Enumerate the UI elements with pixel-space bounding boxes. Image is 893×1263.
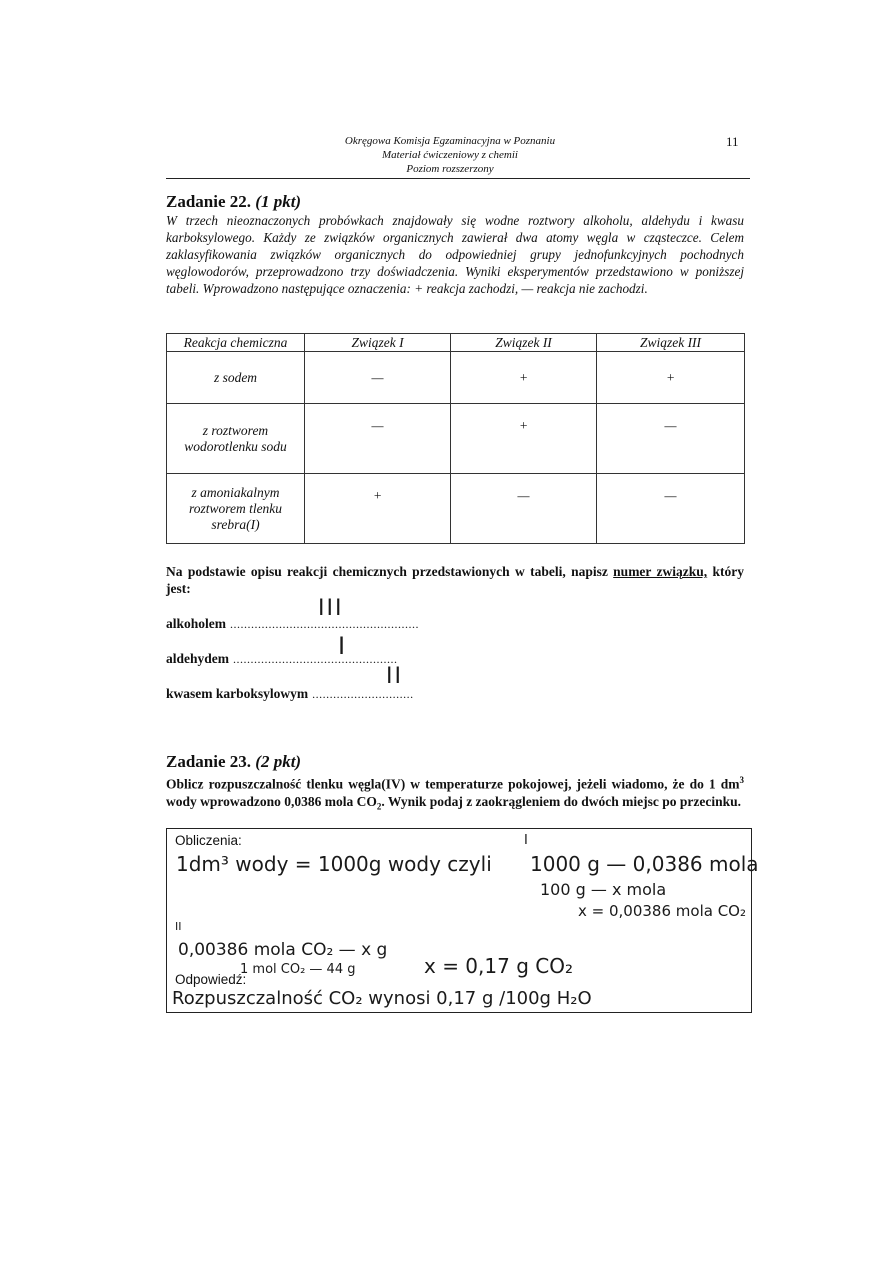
answer-acid (166, 685, 414, 703)
handwritten-answer-aldehyde: I (338, 632, 346, 660)
handwritten-proportion1: 1000 g — 0,0386 mola (530, 852, 759, 876)
table-cell: — (305, 404, 451, 474)
task22-number: Zadanie 22. (166, 192, 252, 211)
task23-points: (2 pkt) (255, 752, 302, 771)
answer-dots: ............................. (312, 687, 414, 701)
table-header-row (167, 334, 745, 352)
header-level: Poziom rozszerzony (406, 163, 494, 175)
answer-aldehyde (166, 650, 398, 668)
header-subject: Materiał ćwiczeniowy z chemii (382, 149, 518, 161)
table-header: Związek I (305, 334, 451, 352)
handwritten-answer: Rozpuszczalność CO₂ wynosi 0,17 g /100g H₂O (172, 988, 592, 1009)
table-header: Związek II (451, 334, 597, 352)
answer-label: alkoholem (166, 616, 227, 631)
task23-question: Oblicz rozpuszczalność tlenku węgla(IV) w temperaturze pokojowej, jeżeli wiadomo, że do 1 $dm^3$ wody wprowadzono 0,0386 mola $CO_2$. Wynik podaj z zaokrągleniem do dwóch miejsc po przecinku. (166, 775, 744, 812)
handwritten-answer-alcohol: III (318, 596, 344, 621)
task22-points: (1 pkt) (255, 192, 302, 211)
reaction-table (166, 333, 745, 544)
answer-label: aldehydem (166, 651, 230, 666)
question-underlined: numer związku, (613, 564, 708, 579)
header-rule (166, 178, 750, 179)
table-cell: — (597, 404, 745, 474)
task23-number: Zadanie 23. (166, 752, 252, 771)
table-row (167, 404, 745, 474)
handwritten-line4: 0,00386 mola CO₂ — x g (178, 940, 388, 960)
table-cell: — (597, 474, 745, 544)
answer-dots: ............................................... (233, 652, 398, 666)
row-label: z sodem (167, 352, 305, 404)
answer-alcohol (166, 615, 419, 633)
table-cell: + (451, 404, 597, 474)
table-row (167, 352, 745, 404)
handwritten-proportion2: 100 g — x mola (540, 880, 667, 899)
handwritten-mark-II: II (175, 920, 182, 933)
task22-intro: W trzech nieoznaczonych probówkach znajdowały się wodne roztwory alkoholu, aldehydu i kwasu karboksylowego. Każdy ze związków organicznych zawierał dwa atomy węgla w cząsteczce. Celem zaklasyfikowania związków organicznych do odpowiedniej grupy jednofunkcyjnych pochodnych węglowodorów, przeprowadzono trzy doświadczenia. Wyniki eksperymentów przedstawiono w poniższej tabeli. Wprowadzono następujące oznaczenia: + reakcja zachodzi, — reakcja nie zachodzi. (166, 213, 744, 296)
task22-question: Na podstawie opisu reakcji chemicznych przedstawionych w tabeli, napisz numer związku, który jest: (166, 564, 744, 596)
table-cell: + (597, 352, 745, 404)
table-cell: + (305, 474, 451, 544)
handwritten-result: x = 0,17 g CO₂ (424, 954, 573, 978)
table-header: Związek III (597, 334, 745, 352)
handwritten-answer-acid: II (386, 664, 403, 689)
row-label: z roztworem wodorotlenku sodu (167, 404, 305, 474)
page-number: 11 (726, 134, 739, 149)
task22-title (166, 192, 301, 212)
answer-label: kwasem karboksylowym (166, 686, 309, 701)
table-header: Reakcja chemiczna (167, 334, 305, 352)
handwritten-proportion3: x = 0,00386 mola CO₂ (578, 902, 746, 920)
handwritten-line1: 1dm³ wody = 1000g wody czyli (176, 852, 492, 876)
answer-label-task23: Odpowiedź: (175, 972, 247, 987)
table-cell: — (451, 474, 597, 544)
row-label: z amoniakalnym roztworem tlenku srebra(I) (167, 474, 305, 544)
handwritten-mark-I: I (524, 833, 528, 848)
table-row (167, 474, 745, 544)
handwritten-line5: 1 mol CO₂ — 44 g (240, 962, 356, 977)
header-institution: Okręgowa Komisja Egzaminacyjna w Poznaniu (344, 135, 556, 147)
answer-dots: ...................................................... (230, 617, 420, 631)
task23-title (166, 752, 301, 772)
table-cell: — (305, 352, 451, 404)
table-cell: + (451, 352, 597, 404)
calculation-label: Obliczenia: (175, 833, 242, 848)
